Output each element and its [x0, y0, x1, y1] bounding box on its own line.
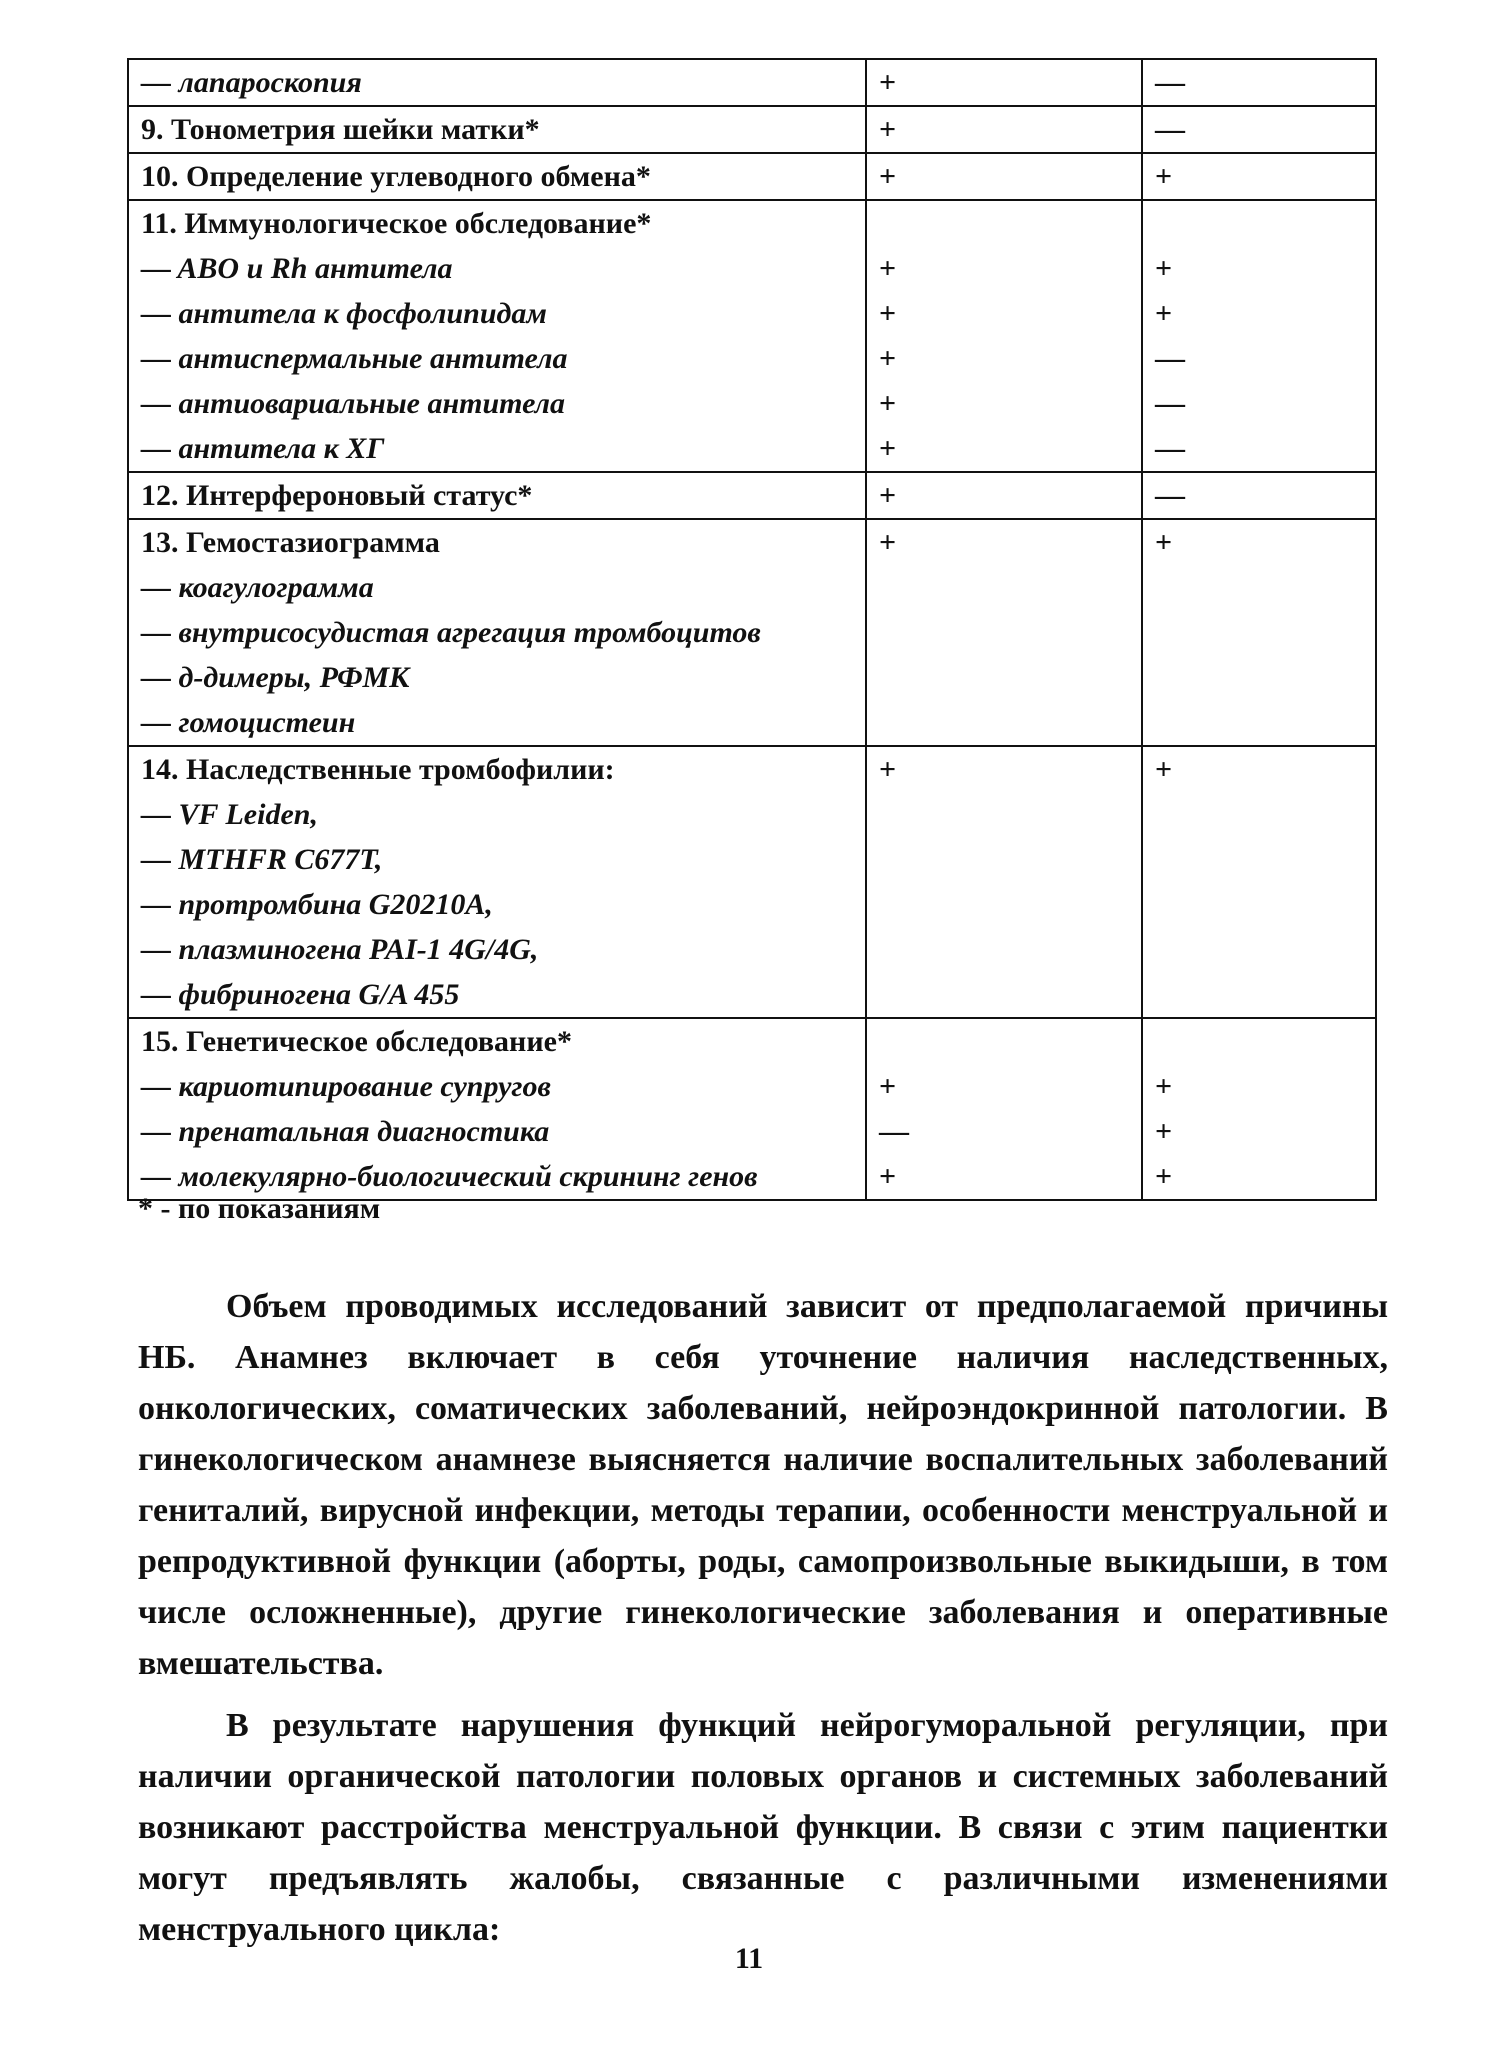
- mark-symbol: [879, 201, 1141, 246]
- exam-subitem: — гомоцистеин: [141, 706, 356, 739]
- mark-symbol: —: [1155, 113, 1185, 146]
- mark-symbol: +: [879, 479, 897, 512]
- mark-cell-column-2: [1142, 200, 1376, 472]
- mark-symbol: +: [879, 252, 897, 285]
- exam-item-title: 10. Определение углеводного обмена*: [141, 160, 651, 193]
- mark-symbol: [1155, 201, 1375, 246]
- exam-subitem: — ABO и Rh антитела: [141, 252, 453, 285]
- mark-symbol: +: [879, 753, 897, 786]
- exam-name-cell: [128, 200, 866, 472]
- mark-cell-column-2: [1142, 153, 1376, 200]
- mark-symbol: +: [879, 297, 897, 330]
- exam-subitem: — MTHFR C677T,: [141, 843, 383, 876]
- mark-symbol: —: [1155, 66, 1185, 99]
- table-row: [128, 519, 1376, 746]
- examination-table-body: [128, 59, 1376, 1200]
- mark-symbol: +: [1155, 1115, 1173, 1148]
- mark-symbol: +: [1155, 526, 1173, 559]
- exam-subitem: — молекулярно-биологический скрининг генов: [141, 1160, 758, 1193]
- mark-cell-column-1: [866, 1018, 1142, 1200]
- exam-name-cell: [128, 746, 866, 1018]
- mark-symbol: +: [1155, 1160, 1173, 1193]
- mark-cell-column-1: [866, 59, 1142, 106]
- mark-cell-column-1: [866, 746, 1142, 1018]
- paragraph: Объем проводимых исследований зависит от предполагаемой причины НБ. Анамнез включает в себя уточнение наличия наследственных, онкологических, соматических заболеваний, нейроэндокринной патологии. В гинекологическом анамнезе выясняется наличие воспалительных заболеваний гениталий, вирусной инфекции, методы терапии, особенности менструальной и репродуктивной функции (аборты, роды, самопроизвольные выкидыши, в том числе осложненные), другие гинекологические заболевания и оперативные вмешательства.: [138, 1288, 1388, 1682]
- table-row: [128, 746, 1376, 1018]
- table-row: [128, 200, 1376, 472]
- mark-symbol: [1155, 1019, 1375, 1064]
- body-text: [138, 1281, 1388, 1966]
- exam-subitem: — коагулограмма: [141, 571, 374, 604]
- paragraph: В результате нарушения функций нейрогуморальной регуляции, при наличии органической патологии половых органов и системных заболеваний возникают расстройства менструальной функции. В связи с этим пациентки могут предъявлять жалобы, связанные с различными изменениями менструального цикла:: [138, 1707, 1388, 1948]
- mark-cell-column-2: [1142, 106, 1376, 153]
- exam-item-title: 13. Гемостазиограмма: [141, 526, 440, 559]
- mark-cell-column-2: [1142, 472, 1376, 519]
- mark-symbol: +: [879, 113, 897, 146]
- mark-cell-column-2: [1142, 519, 1376, 746]
- mark-cell-column-2: [1142, 59, 1376, 106]
- exam-name-cell: [128, 1018, 866, 1200]
- mark-cell-column-1: [866, 200, 1142, 472]
- mark-symbol: +: [879, 1070, 897, 1103]
- mark-symbol: +: [879, 66, 897, 99]
- exam-item-title: 15. Генетическое обследование*: [141, 1025, 572, 1058]
- exam-subitem: — пренатальная диагностика: [141, 1115, 550, 1148]
- mark-symbol: +: [879, 160, 897, 193]
- exam-subitem: — антиовариальные антитела: [141, 387, 566, 420]
- page-number: 11: [734, 1942, 764, 1975]
- examination-table: [127, 58, 1377, 1201]
- mark-cell-column-2: [1142, 746, 1376, 1018]
- mark-symbol: [879, 1019, 1141, 1064]
- exam-name-cell: [128, 106, 866, 153]
- exam-subitem: — протромбина G20210A,: [141, 888, 493, 921]
- mark-symbol: —: [1155, 387, 1185, 420]
- exam-name-cell: [128, 519, 866, 746]
- mark-cell-column-1: [866, 153, 1142, 200]
- exam-item-title: 11. Иммунологическое обследование*: [141, 207, 652, 240]
- exam-name-cell: [128, 59, 866, 106]
- exam-name-cell: [128, 472, 866, 519]
- mark-symbol: +: [879, 432, 897, 465]
- exam-subitem: — VF Leiden,: [141, 798, 318, 831]
- exam-subitem: — антитела к фосфолипидам: [141, 297, 547, 330]
- exam-subitem: — кариотипирование супругов: [141, 1070, 551, 1103]
- exam-item-title: 12. Интерфероновый статус*: [141, 479, 533, 512]
- exam-subitem: — внутрисосудистая агрегация тромбоцитов: [141, 616, 761, 649]
- exam-subitem: — лапароскопия: [141, 66, 362, 99]
- table-row: [128, 153, 1376, 200]
- table-row: [128, 106, 1376, 153]
- mark-cell-column-1: [866, 472, 1142, 519]
- mark-symbol: —: [1155, 479, 1185, 512]
- table-row: [128, 1018, 1376, 1200]
- mark-symbol: +: [879, 1160, 897, 1193]
- mark-symbol: —: [879, 1115, 909, 1148]
- exam-item-title: 14. Наследственные тромбофилии:: [141, 753, 615, 786]
- mark-cell-column-1: [866, 106, 1142, 153]
- mark-symbol: —: [1155, 342, 1185, 375]
- mark-symbol: +: [1155, 297, 1173, 330]
- mark-symbol: +: [879, 387, 897, 420]
- exam-subitem: — д-димеры, РФМК: [141, 661, 410, 694]
- exam-subitem: — антитела к ХГ: [141, 432, 385, 465]
- mark-symbol: —: [1155, 432, 1185, 465]
- mark-symbol: +: [1155, 753, 1173, 786]
- exam-subitem: — антиспермальные антитела: [141, 342, 568, 375]
- mark-symbol: +: [879, 526, 897, 559]
- table-row: [128, 472, 1376, 519]
- table-row: [128, 59, 1376, 106]
- exam-item-title: 9. Тонометрия шейки матки*: [141, 113, 540, 146]
- table-footnote: * - по показаниям: [138, 1192, 381, 1225]
- mark-symbol: +: [1155, 252, 1173, 285]
- mark-cell-column-2: [1142, 1018, 1376, 1200]
- mark-cell-column-1: [866, 519, 1142, 746]
- mark-symbol: +: [1155, 160, 1173, 193]
- exam-name-cell: [128, 153, 866, 200]
- mark-symbol: +: [1155, 1070, 1173, 1103]
- mark-symbol: +: [879, 342, 897, 375]
- exam-subitem: — плазминогена PAI-1 4G/4G,: [141, 933, 539, 966]
- exam-subitem: — фибриногена G/A 455: [141, 978, 460, 1011]
- examination-table-container: [127, 58, 1375, 1201]
